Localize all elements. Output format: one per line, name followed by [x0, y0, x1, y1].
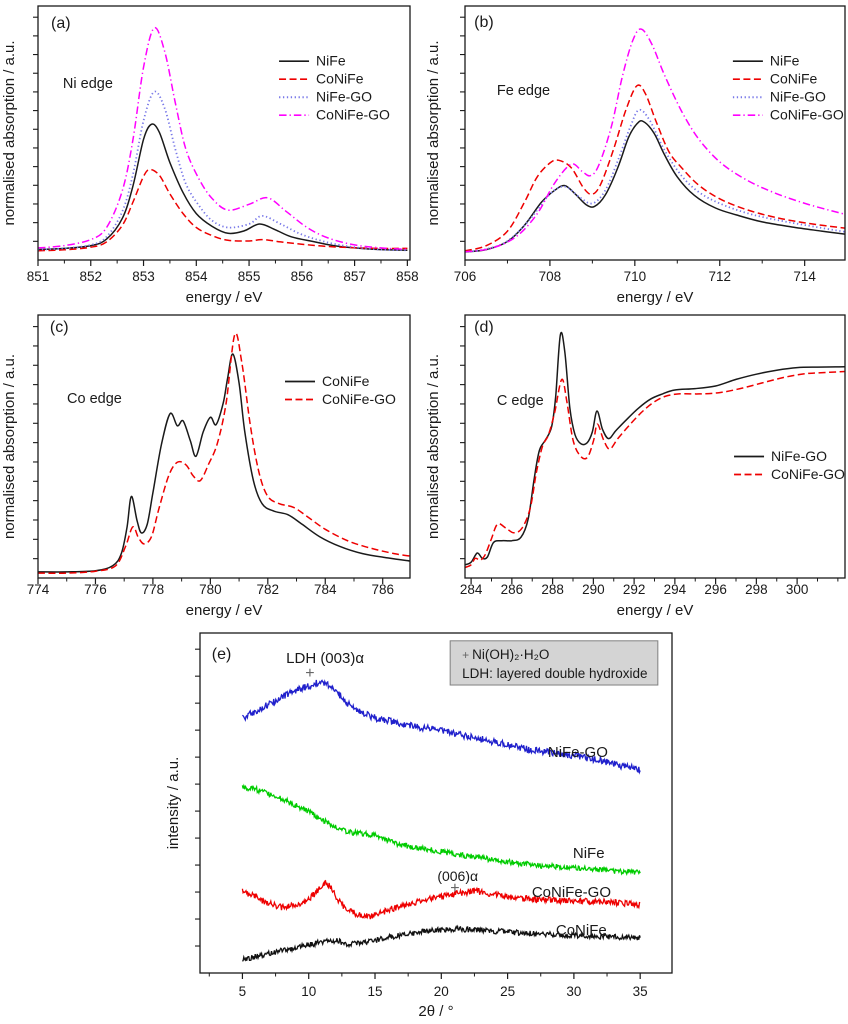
x-tick-label: 10	[301, 984, 317, 999]
x-tick-label: 714	[793, 269, 816, 284]
x-tick-label: 288	[541, 582, 564, 597]
x-tick-label: 853	[132, 269, 155, 284]
annotation: +	[450, 880, 460, 898]
series-nife	[38, 124, 407, 250]
x-tick-label: 776	[84, 582, 107, 597]
legend-label: CoNiFe-GO	[322, 391, 396, 408]
x-tick-label: 296	[704, 582, 727, 597]
legend-label: NiFe	[316, 52, 346, 69]
x-tick-label: 712	[708, 269, 732, 284]
x-tick-label: 857	[343, 269, 366, 284]
plot-frame	[38, 6, 410, 260]
panel-letter: (d)	[474, 319, 494, 337]
legend-label: NiFe-GO	[316, 88, 373, 105]
series-nife-go	[465, 110, 845, 252]
annotation: CoNiFe	[555, 921, 607, 939]
x-tick-label: 708	[538, 269, 562, 284]
legend-label: CoNiFe	[769, 70, 818, 87]
info-box-line1: Ni(OH)₂·H₂O	[472, 646, 550, 662]
edge-label: C edge	[496, 392, 544, 409]
x-tick-label: 298	[745, 582, 768, 597]
y-axis-label: intensity / a.u.	[165, 756, 182, 850]
series-conife-go	[38, 333, 410, 573]
x-tick-label: 300	[785, 582, 809, 597]
series-conife	[38, 169, 407, 250]
x-axis-label: energy / eV	[185, 289, 263, 306]
x-tick-label: 290	[582, 582, 605, 597]
x-tick-label: 778	[141, 582, 165, 597]
plot-frame	[38, 315, 410, 578]
edge-label: Fe edge	[496, 82, 551, 99]
annotation: (006)α	[437, 868, 479, 885]
panel-letter: (a)	[51, 15, 71, 33]
panel-letter: (e)	[211, 646, 232, 664]
x-tick-label: 284	[459, 582, 483, 597]
annotation: CoNiFe-GO	[531, 883, 612, 901]
x-tick-label: 786	[371, 582, 394, 597]
x-tick-label: 30	[566, 984, 582, 999]
panel-letter: (b)	[474, 13, 494, 31]
y-axis-label: normalised absorption / a.u.	[1, 40, 18, 226]
legend-label: CoNiFe-GO	[771, 465, 845, 482]
info-box-line2: LDH: layered double hydroxide	[462, 665, 648, 681]
panel-letter: (c)	[49, 319, 69, 337]
x-tick-label: 706	[453, 269, 477, 284]
edge-label: Co edge	[67, 391, 122, 408]
y-axis-label: normalised absorption / a.u.	[425, 40, 442, 226]
annotation: +	[305, 664, 315, 682]
x-tick-label: 851	[26, 269, 50, 284]
legend-label: CoNiFe-GO	[769, 106, 844, 123]
plot-frame	[465, 6, 845, 260]
x-tick-label: 782	[256, 582, 280, 597]
x-tick-label: 784	[313, 582, 337, 597]
x-axis-label: energy / eV	[616, 289, 694, 306]
x-axis-label: 2θ / °	[418, 1003, 454, 1020]
panel-e	[0, 624, 848, 1024]
x-tick-label: 710	[623, 269, 647, 284]
legend-label: CoNiFe	[316, 70, 364, 87]
annotation: LDH (003)α	[286, 649, 365, 667]
x-tick-label: 35	[632, 984, 648, 999]
x-tick-label: 780	[199, 582, 222, 597]
y-axis-label: normalised absorption / a.u.	[1, 353, 18, 540]
x-tick-label: 858	[396, 269, 419, 284]
x-tick-label: 774	[26, 582, 50, 597]
x-tick-label: 854	[185, 269, 208, 284]
x-tick-label: 20	[433, 984, 449, 999]
series-conife-go	[38, 28, 407, 250]
panel-a	[0, 0, 424, 310]
panel-d	[424, 310, 848, 624]
x-axis-label: energy / eV	[616, 602, 694, 619]
x-tick-label: 5	[238, 984, 247, 999]
annotation: NiFe-GO	[547, 744, 608, 762]
legend-label: NiFe-GO	[769, 88, 826, 105]
edge-label: Ni edge	[62, 76, 113, 93]
info-box-plus: +	[462, 647, 470, 662]
plot-frame	[465, 315, 845, 578]
x-tick-label: 294	[663, 582, 687, 597]
x-tick-label: 856	[290, 269, 314, 284]
x-tick-label: 286	[500, 582, 524, 597]
x-tick-label: 855	[237, 269, 261, 284]
x-tick-label: 292	[622, 582, 646, 597]
legend-label: CoNiFe	[322, 373, 370, 390]
x-tick-label: 25	[500, 984, 516, 999]
legend-label: CoNiFe-GO	[316, 106, 390, 123]
legend-label: NiFe-GO	[771, 447, 828, 464]
x-tick-label: 15	[367, 984, 383, 999]
panel-c	[0, 310, 424, 624]
y-axis-label: normalised absorption / a.u.	[425, 353, 442, 540]
x-tick-label: 852	[79, 269, 103, 284]
legend-label: NiFe	[769, 52, 800, 69]
panel-b	[424, 0, 848, 310]
x-axis-label: energy / eV	[185, 602, 263, 619]
annotation: NiFe	[572, 845, 605, 863]
